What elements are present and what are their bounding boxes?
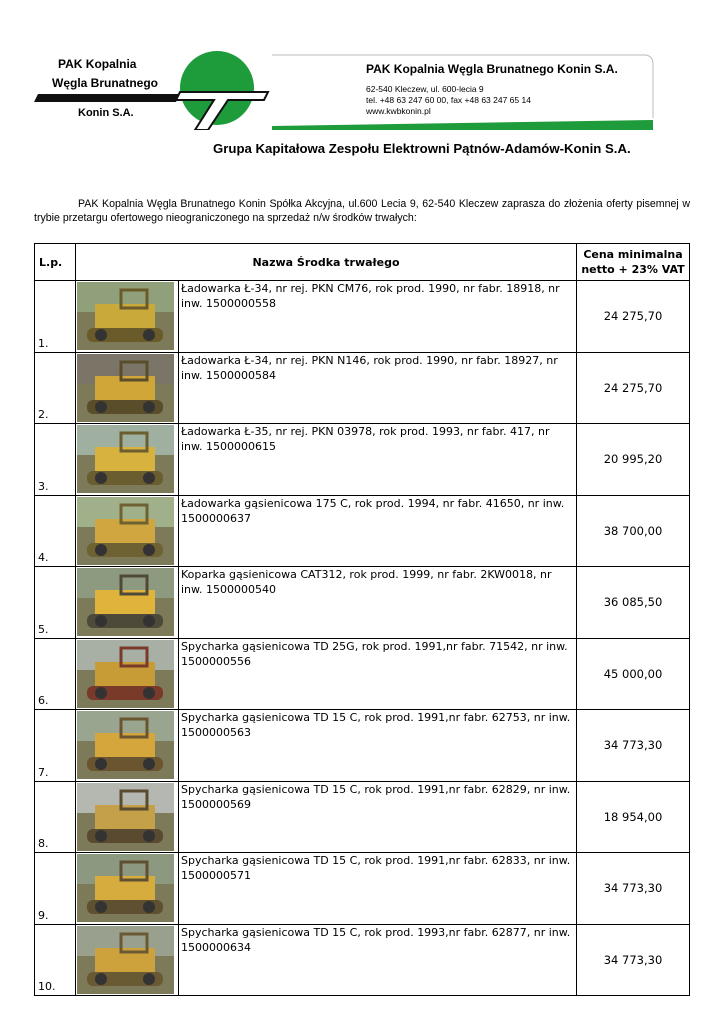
- header-price-line2: netto + 23% VAT: [581, 263, 685, 276]
- row-asset-name: Ładowarka Ł-35, nr rej. PKN 03978, rok prod. 1993, nr fabr. 417, nr inw. 1500000615: [179, 424, 577, 496]
- row-price: 38 700,00: [577, 495, 690, 567]
- company-title: PAK Kopalnia Węgla Brunatnego Konin S.A.: [366, 62, 618, 76]
- row-asset-name: Spycharka gąsienicowa TD 15 C, rok prod. 1991,nr fabr. 62753, nr inw. 1500000563: [179, 710, 577, 782]
- row-lp: 9.: [35, 853, 76, 925]
- table-row: [35, 853, 690, 925]
- table-header-row: [35, 244, 690, 281]
- row-photo-cell: [76, 853, 179, 925]
- logo-text-line3: Konin S.A.: [78, 107, 134, 119]
- row-photo-cell: [76, 424, 179, 496]
- row-asset-name: Spycharka gąsienicowa TD 25G, rok prod. 1991,nr fabr. 71542, nr inw. 1500000556: [179, 638, 577, 710]
- row-photo-cell: [76, 495, 179, 567]
- logo-text-line2: Węgla Brunatnego: [52, 76, 159, 90]
- machine-photo: [77, 497, 174, 565]
- row-lp: 1.: [35, 281, 76, 353]
- row-price: 34 773,30: [577, 710, 690, 782]
- row-lp: 4.: [35, 495, 76, 567]
- table-row: [35, 495, 690, 567]
- row-photo-cell: [76, 781, 179, 853]
- logo-text-line1: PAK Kopalnia: [58, 57, 137, 71]
- letterhead: [0, 0, 725, 175]
- row-asset-name: Koparka gąsienicowa CAT312, rok prod. 1999, nr fabr. 2KW0018, nr inw. 1500000540: [179, 567, 577, 639]
- row-price: 18 954,00: [577, 781, 690, 853]
- company-address: 62-540 Kleczew, ul. 600-lecia 9: [366, 84, 484, 94]
- row-photo-cell: [76, 710, 179, 782]
- machine-photo: [77, 926, 174, 994]
- header-lp: L.p.: [35, 244, 76, 281]
- table-row: [35, 924, 690, 996]
- row-lp: 5.: [35, 567, 76, 639]
- machine-photo: [77, 354, 174, 422]
- company-website: www.kwbkonin.pl: [366, 106, 431, 116]
- row-asset-name: Spycharka gąsienicowa TD 15 C, rok prod. 1991,nr fabr. 62829, nr inw. 1500000569: [179, 781, 577, 853]
- header-price: [577, 244, 690, 281]
- row-photo-cell: [76, 638, 179, 710]
- row-lp: 2.: [35, 352, 76, 424]
- row-lp: 6.: [35, 638, 76, 710]
- row-asset-name: Ładowarka Ł-34, nr rej. PKN CM76, rok prod. 1990, nr fabr. 18918, nr inw. 1500000558: [179, 281, 577, 353]
- table-row: [35, 567, 690, 639]
- company-phone: tel. +48 63 247 60 00, fax +48 63 247 65 14: [366, 95, 531, 105]
- table-row: [35, 638, 690, 710]
- machine-photo: [77, 568, 174, 636]
- row-asset-name: Ładowarka gąsienicowa 175 C, rok prod. 1994, nr fabr. 41650, nr inw. 1500000637: [179, 495, 577, 567]
- row-price: 24 275,70: [577, 281, 690, 353]
- row-asset-name: Spycharka gąsienicowa TD 15 C, rok prod. 1991,nr fabr. 62833, nr inw. 1500000571: [179, 853, 577, 925]
- table-row: [35, 781, 690, 853]
- header-name: Nazwa Środka trwałego: [76, 244, 577, 281]
- row-photo-cell: [76, 352, 179, 424]
- row-price: 34 773,30: [577, 924, 690, 996]
- row-price: 34 773,30: [577, 853, 690, 925]
- group-title: Grupa Kapitałowa Zespołu Elektrowni Pątnów-Adamów-Konin S.A.: [213, 141, 631, 156]
- company-address-block: [366, 84, 531, 117]
- row-lp: 3.: [35, 424, 76, 496]
- machine-photo: [77, 282, 174, 350]
- row-lp: 10.: [35, 924, 76, 996]
- row-price: 24 275,70: [577, 352, 690, 424]
- row-price: 20 995,20: [577, 424, 690, 496]
- row-photo-cell: [76, 281, 179, 353]
- row-asset-name: Ładowarka Ł-34, nr rej. PKN N146, rok prod. 1990, nr fabr. 18927, nr inw. 1500000584: [179, 352, 577, 424]
- machine-photo: [77, 640, 174, 708]
- table-row: [35, 281, 690, 353]
- table-row: [35, 710, 690, 782]
- row-asset-name: Spycharka gąsienicowa TD 15 C, rok prod. 1993,nr fabr. 62877, nr inw. 1500000634: [179, 924, 577, 996]
- machine-photo: [77, 854, 174, 922]
- row-photo-cell: [76, 924, 179, 996]
- row-lp: 8.: [35, 781, 76, 853]
- intro-paragraph: PAK Kopalnia Węgla Brunatnego Konin Spółka Akcyjna, ul.600 Lecia 9, 62-540 Kleczew zaprasza do złożenia oferty pisemnej w trybie przetargu ofertowego nieograniczonego na sprzedaż n/w środków trwałych:: [34, 198, 690, 224]
- table-row: [35, 424, 690, 496]
- row-photo-cell: [76, 567, 179, 639]
- row-price: 45 000,00: [577, 638, 690, 710]
- row-price: 36 085,50: [577, 567, 690, 639]
- machine-photo: [77, 425, 174, 493]
- table-row: [35, 352, 690, 424]
- machine-photo: [77, 783, 174, 851]
- header-price-line1: Cena minimalna: [583, 248, 683, 261]
- machine-photo: [77, 711, 174, 779]
- assets-table: [34, 243, 690, 996]
- row-lp: 7.: [35, 710, 76, 782]
